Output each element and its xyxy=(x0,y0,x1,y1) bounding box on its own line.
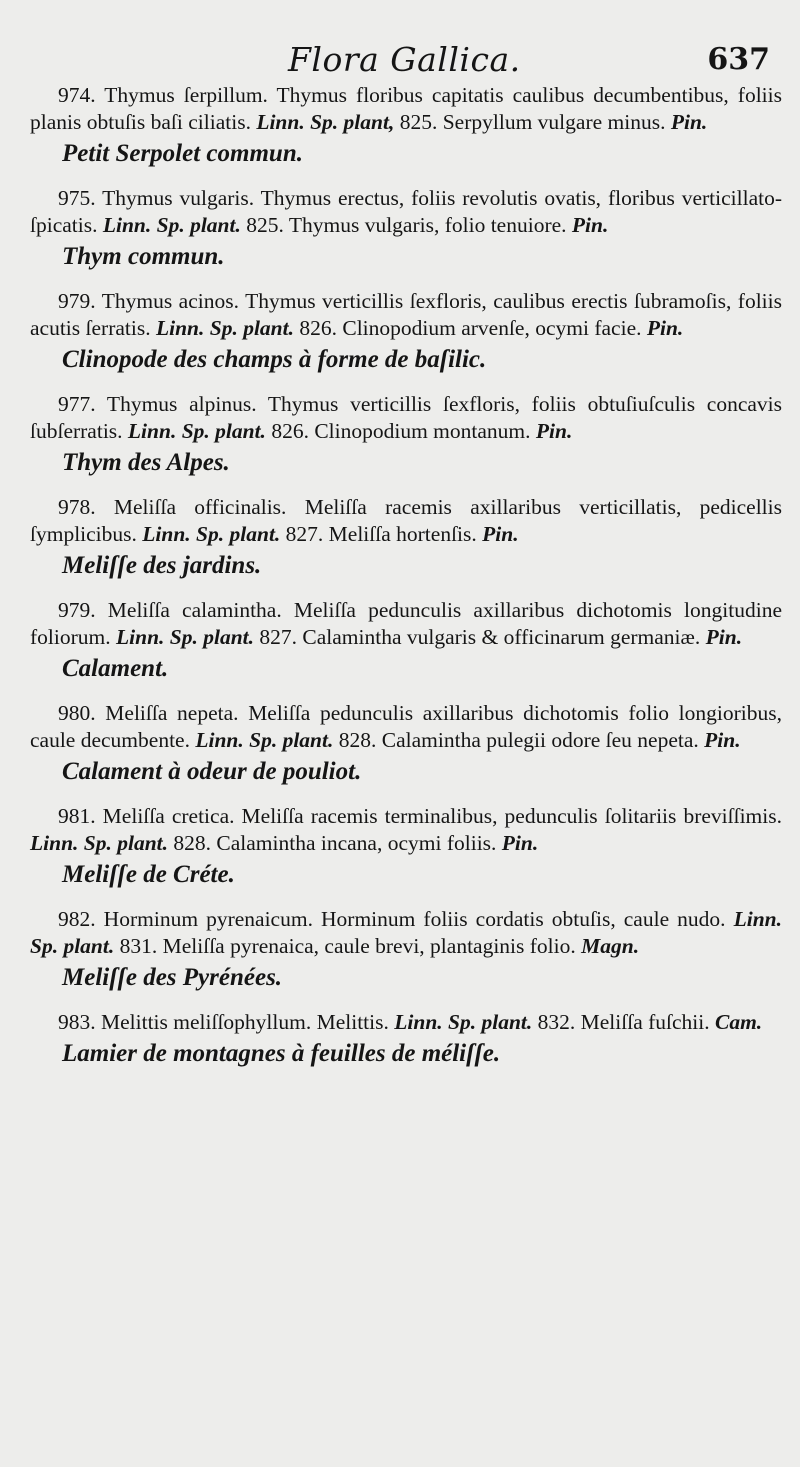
entry-974 xyxy=(30,82,782,170)
entry-latin-text: 975. Thymus vulgaris. Thymus erectus, foliis revolutis ovatis, floribus verticillato-ſpicatis. Linn. Sp. plant. 825. Thymus vulgaris, folio tenuiore. Pin. xyxy=(30,186,782,237)
entry-latin-text: 983. Melittis meliſſophyllum. Melittis. Linn. Sp. plant. 832. Meliſſa fuſchii. Cam. xyxy=(58,1010,763,1034)
citation: Linn. Sp. plant. xyxy=(102,213,241,237)
entry-french-name: Lamier de montagnes à feuilles de méliſſe. xyxy=(62,1040,501,1067)
citation-author: Pin. xyxy=(705,625,743,649)
entry-french-name: Clinopode des champs à forme de baſilic. xyxy=(62,346,487,373)
entry-977 xyxy=(30,391,782,479)
citation: Linn. Sp. plant. xyxy=(116,625,255,649)
entry-french-name: Meliſſe des jardins. xyxy=(62,552,262,579)
entry-french-name: Calament à odeur de pouliot. xyxy=(62,758,362,785)
citation-author: Pin. xyxy=(571,213,609,237)
entry-latin-text: 982. Horminum pyrenaicum. Horminum foliis cordatis obtuſis, caule nudo. Linn. Sp. plant. 831. Meliſſa pyrenaica, caule brevi, plantaginis folio. Magn. xyxy=(30,907,783,958)
citation-author: Pin. xyxy=(670,110,708,134)
citation-author: Pin. xyxy=(704,728,741,752)
running-title: Flora Gallica. xyxy=(288,40,521,79)
entry-978 xyxy=(30,494,782,582)
entry-french-name: Thym commun. xyxy=(62,243,225,270)
citation-author: Magn. xyxy=(581,934,640,958)
page-number: 637 xyxy=(707,42,770,77)
entry-french-name: Calament. xyxy=(62,655,169,682)
entry-981 xyxy=(30,803,782,891)
citation: Linn. Sp. plant. xyxy=(195,728,334,752)
entry-975 xyxy=(30,185,782,273)
entry-french-name: Meliſſe des Pyrénées. xyxy=(62,964,283,991)
entry-latin-text: 980. Meliſſa nepeta. Meliſſa pedunculis axillaribus dichotomis folio longioribus, caule decumbente. Linn. Sp. plant. 828. Calamintha pulegii odore ſeu nepeta. Pin. xyxy=(30,701,782,752)
citation-author: Pin. xyxy=(646,316,684,340)
entry-latin-text: 974. Thymus ſerpillum. Thymus floribus capitatis caulibus decumbentibus, foliis planis obtuſis baſi ciliatis. Linn. Sp. plant, 825. Serpyllum vulgare minus. Pin. xyxy=(30,83,782,134)
citation: Linn. Sp. plant. xyxy=(127,419,266,443)
citation: Linn. Sp. plant. xyxy=(394,1010,533,1034)
citation-author: Cam. xyxy=(714,1010,763,1034)
entry-latin-text: 977. Thymus alpinus. Thymus verticillis ſexfloris, foliis obtuſiuſculis concavis ſubſerratis. Linn. Sp. plant. 826. Clinopodium montanum. Pin. xyxy=(30,392,782,443)
citation: Linn. Sp. plant. xyxy=(142,522,281,546)
entry-979-melissa xyxy=(30,597,782,685)
entry-983 xyxy=(30,1009,782,1070)
entry-979-thymus xyxy=(30,288,782,376)
entry-latin-text: 979. Meliſſa calamintha. Meliſſa pedunculis axillaribus dichotomis longitudine foliorum. Linn. Sp. plant. 827. Calamintha vulgaris & officinarum germaniæ. Pin. xyxy=(30,598,782,649)
citation: Linn. Sp. plant. xyxy=(30,831,169,855)
entry-latin-text: 981. Meliſſa cretica. Meliſſa racemis terminalibus, pedunculis ſolitariis breviſſimis. Linn. Sp. plant. 828. Calamintha incana, ocymi foliis. Pin. xyxy=(30,804,782,855)
citation-author: Pin. xyxy=(501,831,539,855)
citation: Linn. Sp. plant. xyxy=(30,907,783,958)
page-header xyxy=(0,38,800,86)
entry-list xyxy=(30,82,782,1085)
entry-latin-text: 979. Thymus acinos. Thymus verticillis ſexfloris, caulibus erectis ſubramoſis, foliis acutis ſerratis. Linn. Sp. plant. 826. Clinopodium arvenſe, ocymi facie. Pin. xyxy=(30,289,782,340)
citation: Linn. Sp. plant, xyxy=(256,110,395,134)
entry-latin-text: 978. Meliſſa officinalis. Meliſſa racemis axillaribus verticillatis, pedicellis ſymplicibus. Linn. Sp. plant. 827. Meliſſa hortenſis. Pin. xyxy=(30,495,782,546)
citation-author: Pin. xyxy=(535,419,573,443)
entry-980 xyxy=(30,700,782,788)
citation-author: Pin. xyxy=(482,522,519,546)
entry-french-name: Petit Serpolet commun. xyxy=(62,140,303,167)
entry-french-name: Thym des Alpes. xyxy=(62,449,230,476)
citation: Linn. Sp. plant. xyxy=(155,316,294,340)
entry-french-name: Meliſſe de Créte. xyxy=(62,861,235,888)
entry-982 xyxy=(30,906,782,994)
